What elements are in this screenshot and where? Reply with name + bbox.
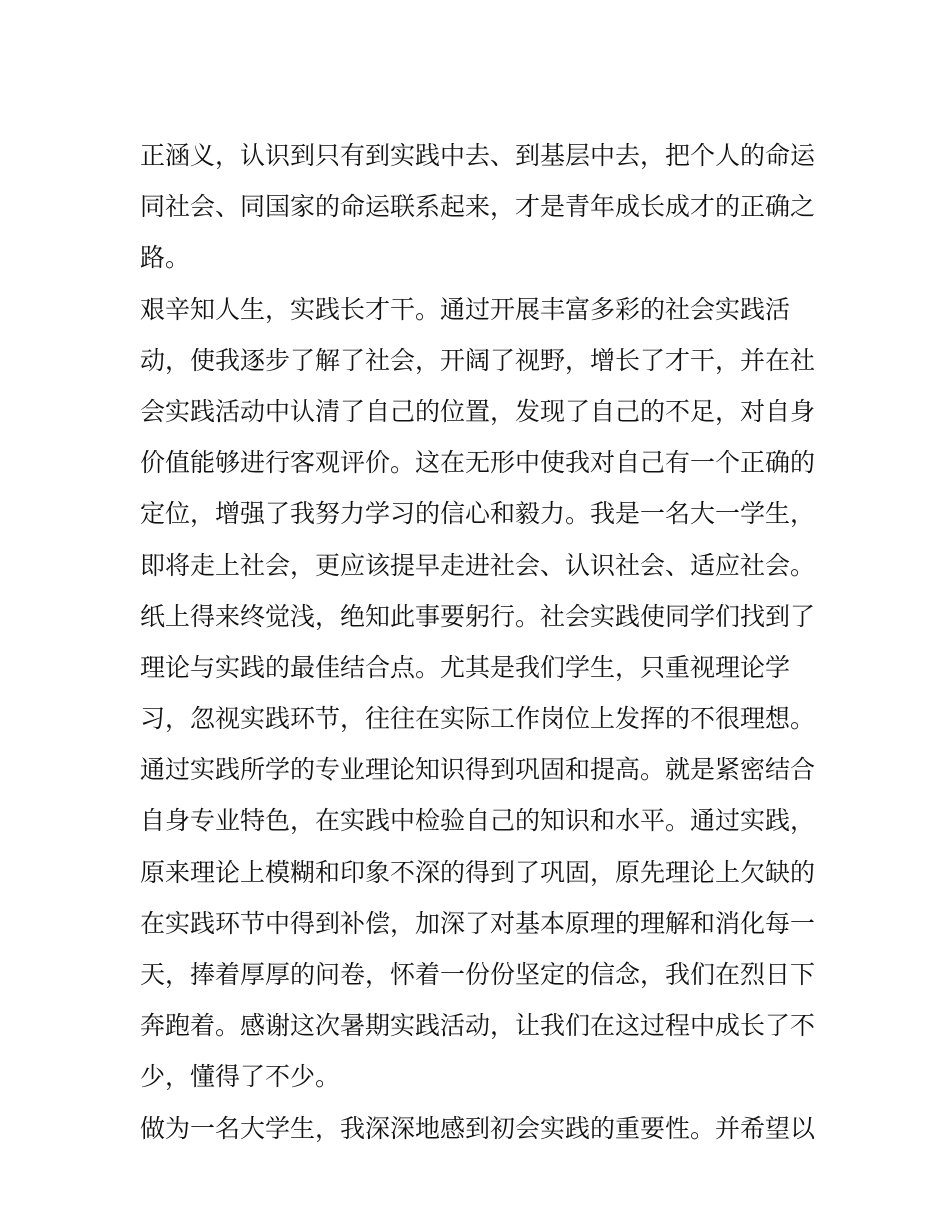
text-line: 纸上得来终觉浅，绝知此事要躬行。社会实践使同学们找到了 xyxy=(140,601,816,631)
text-line: 同社会、同国家的命运联系起来，才是青年成长成才的正确之 xyxy=(140,192,816,222)
text-line: 定位，增强了我努力学习的信心和毅力。我是一名大一学生， xyxy=(140,499,816,529)
text-line: 艰辛知人生，实践长才干。通过开展丰富多彩的社会实践活 xyxy=(140,294,791,324)
text-line: 自身专业特色，在实践中检验自己的知识和水平。通过实践， xyxy=(140,806,816,836)
text-line: 在实践环节中得到补偿，加深了对基本原理的理解和消化每一 xyxy=(140,908,816,938)
text-line: 少，懂得了不少。 xyxy=(140,1062,341,1092)
text-line: 会实践活动中认清了自己的位置，发现了自己的不足，对自身 xyxy=(140,396,816,426)
text-line: 天，捧着厚厚的问卷，怀着一份份坚定的信念，我们在烈日下 xyxy=(140,960,816,989)
text-line: 习，忽视实践环节，往往在实际工作岗位上发挥的不很理想。 xyxy=(140,704,816,734)
text-line: 理论与实践的最佳结合点。尤其是我们学生，只重视理论学 xyxy=(140,652,791,682)
text-line: 路。 xyxy=(140,243,191,273)
text-line: 通过实践所学的专业理论知识得到巩固和提高。就是紧密结合 xyxy=(140,755,816,785)
text-line: 原来理论上模糊和印象不深的得到了巩固，原先理论上欠缺的 xyxy=(140,857,816,887)
text-line: 动，使我逐步了解了社会，开阔了视野，增长了才干，并在社 xyxy=(140,345,816,375)
text-line: 做为一名大学生，我深深地感到初会实践的重要性。并希望以 xyxy=(140,1113,816,1143)
text-line: 正涵义，认识到只有到实践中去、到基层中去，把个人的命运 xyxy=(140,141,816,170)
text-line: 奔跑着。感谢这次暑期实践活动，让我们在这过程中成长了不 xyxy=(140,1011,816,1041)
text-line: 价值能够进行客观评价。这在无形中使我对自己有一个正确的 xyxy=(140,448,816,478)
body-text xyxy=(140,130,820,1154)
text-line: 即将走上社会，更应该提早走进社会、认识社会、适应社会。 xyxy=(140,550,816,580)
